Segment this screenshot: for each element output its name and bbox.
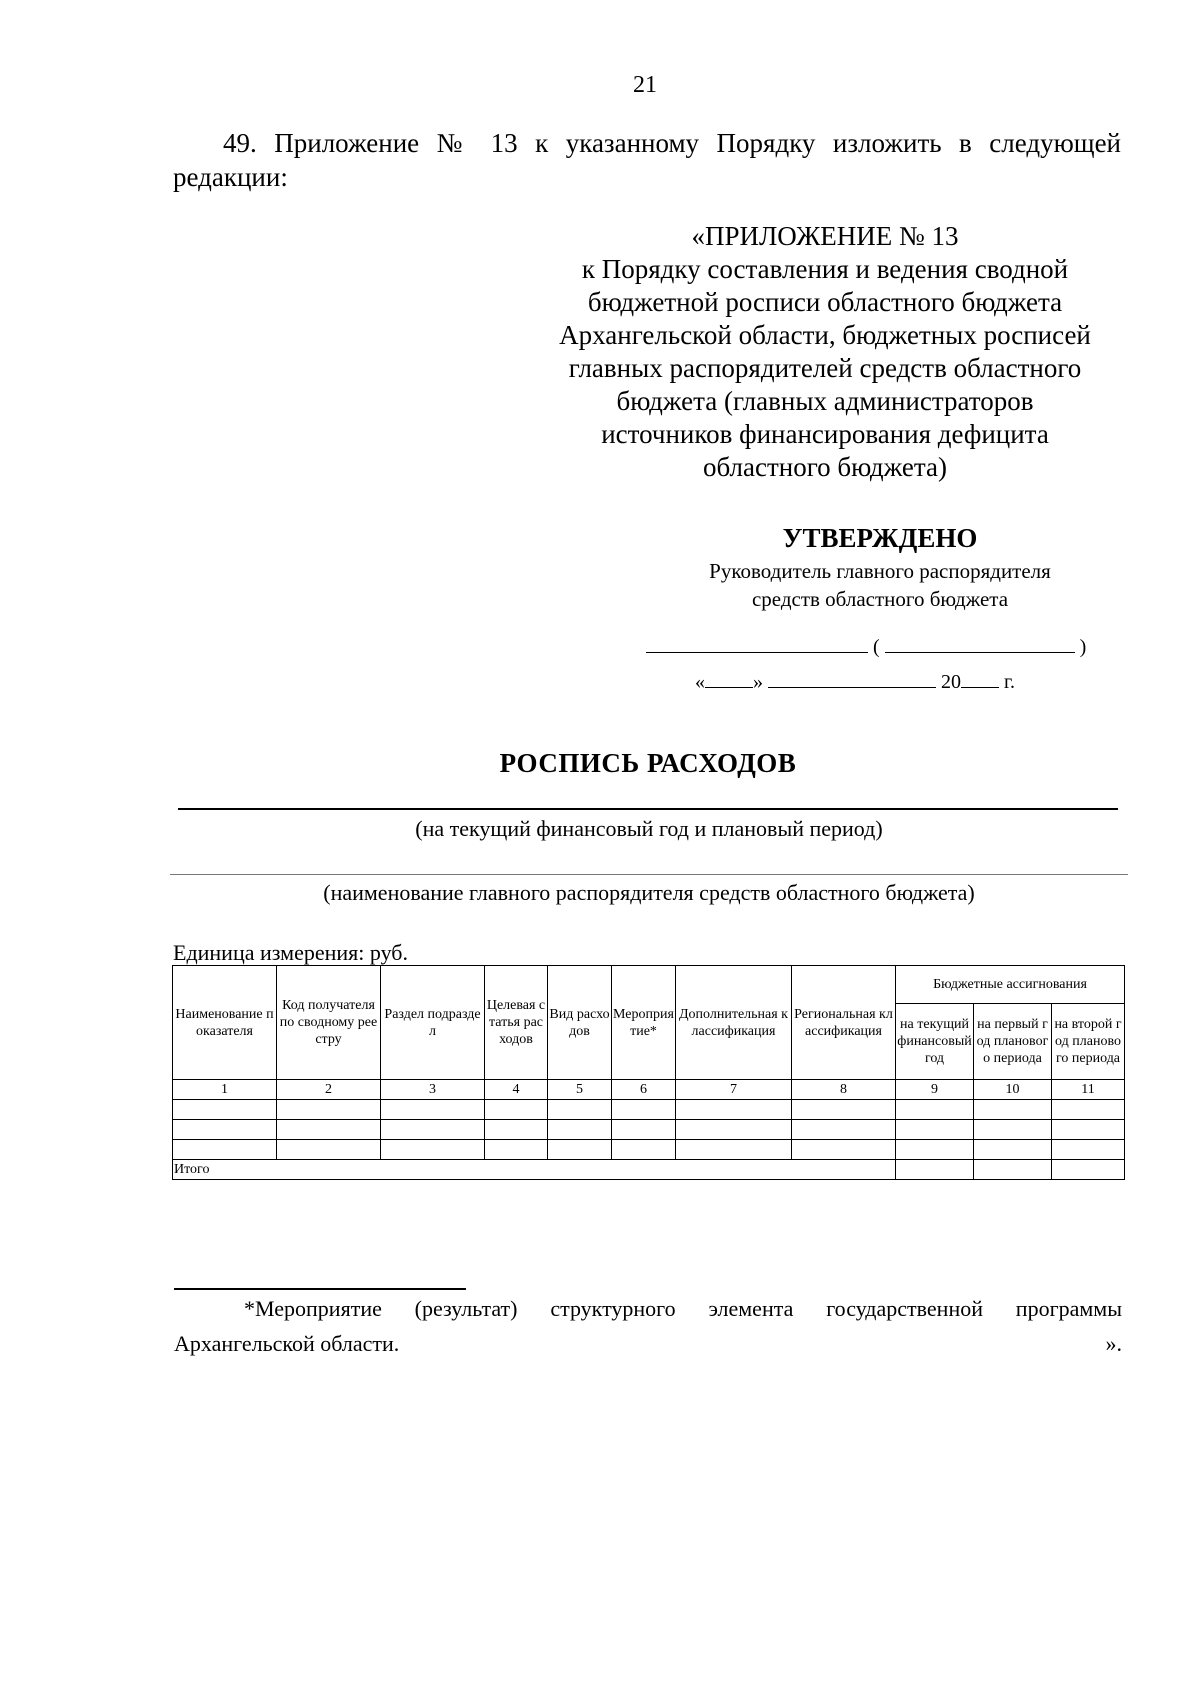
date-quote-open: « <box>695 671 705 693</box>
column-number: 2 <box>277 1080 381 1100</box>
column-number: 4 <box>485 1080 548 1100</box>
table-row <box>173 1140 1125 1160</box>
appendix-block <box>530 220 1120 484</box>
column-number: 6 <box>612 1080 676 1100</box>
column-number: 9 <box>896 1080 974 1100</box>
appendix-title: «ПРИЛОЖЕНИЕ № 13 <box>691 221 959 251</box>
intro-paragraph <box>173 126 1121 194</box>
column-number: 11 <box>1052 1080 1125 1100</box>
header-cell: Дополнительная классификация <box>676 966 792 1080</box>
header-cell: Раздел подраздел <box>381 966 485 1080</box>
column-number: 5 <box>548 1080 612 1100</box>
footnote-continuation <box>174 1326 1122 1361</box>
table-row <box>173 1120 1125 1140</box>
appendix-line: главных распорядителей средств областного <box>568 353 1082 383</box>
footnote-separator <box>174 1288 466 1290</box>
appendix-line: бюджетной росписи областного бюджета <box>587 287 1063 317</box>
header-cell: Наименование показателя <box>173 966 277 1080</box>
footnote-text: *Мероприятие (результат) структурного элемента государственной программы <box>244 1296 1122 1321</box>
column-number: 10 <box>974 1080 1052 1100</box>
column-number: 3 <box>381 1080 485 1100</box>
total-row <box>173 1160 1125 1180</box>
period-underline <box>178 808 1118 810</box>
unit-label: Единица измерения: руб. <box>173 940 408 965</box>
header-cell: Код получателя по сводному реестру <box>277 966 381 1080</box>
appendix-line: к Порядку составления и ведения сводной <box>581 254 1069 284</box>
page-number: 21 <box>633 72 657 98</box>
header-cell: на первый год планового периода <box>974 1004 1052 1080</box>
date-line <box>695 669 1015 694</box>
signature-line <box>646 634 1086 659</box>
signature-blank <box>646 634 868 653</box>
header-cell: на второй год планового периода <box>1052 1004 1125 1080</box>
footnote <box>174 1291 1122 1326</box>
approved-role-line: средств областного бюджета <box>751 587 1009 611</box>
caption-name: (наименование главного распорядителя средств областного бюджета) <box>323 880 975 905</box>
appendix-line: Архангельской области, бюджетных росписей <box>559 320 1091 350</box>
footnote-text-end: Архангельской области. <box>174 1331 400 1356</box>
header-group-cell: Бюджетные ассигнования <box>896 966 1125 1004</box>
header-cell: на текущий финансовый год <box>896 1004 974 1080</box>
header-cell: Вид расходов <box>548 966 612 1080</box>
column-number-row <box>173 1080 1125 1100</box>
signature-close-paren: ) <box>1079 636 1087 658</box>
column-number: 1 <box>173 1080 277 1100</box>
header-row <box>173 966 1125 1004</box>
appendix-line: бюджета (главных администраторов <box>616 386 1034 416</box>
expense-table <box>172 965 1125 1180</box>
appendix-line: источников финансирования дефицита <box>601 419 1049 449</box>
date-year-blank <box>961 669 999 688</box>
appendix-line: областного бюджета) <box>702 452 948 482</box>
date-month-blank <box>768 669 936 688</box>
date-year-suffix: г. <box>1004 671 1015 693</box>
total-label: Итого <box>173 1160 896 1180</box>
date-quote-close: » <box>753 671 763 693</box>
column-number: 7 <box>676 1080 792 1100</box>
date-year-prefix: 20 <box>941 671 961 693</box>
signature-name-blank <box>885 634 1075 653</box>
document-title: РОСПИСЬ РАСХОДОВ <box>499 748 797 778</box>
approved-role <box>640 557 1120 613</box>
approved-title: УТВЕРЖДЕНО <box>782 523 978 553</box>
header-cell: Региональная классификация <box>792 966 896 1080</box>
header-cell: Мероприятие* <box>612 966 676 1080</box>
header-cell: Целевая статья расходов <box>485 966 548 1080</box>
column-number: 8 <box>792 1080 896 1100</box>
table-row <box>173 1100 1125 1120</box>
intro-text: 49. Приложение № 13 к указанному Порядку изложить в следующей редакции: <box>173 128 1121 192</box>
closing-quote: ». <box>1105 1331 1122 1356</box>
signature-open-paren: ( <box>873 636 880 658</box>
date-day-blank <box>705 669 753 688</box>
approved-role-line: Руководитель главного распорядителя <box>709 559 1051 583</box>
name-underline <box>170 874 1128 875</box>
caption-period: (на текущий финансовый год и плановый период) <box>415 816 883 841</box>
